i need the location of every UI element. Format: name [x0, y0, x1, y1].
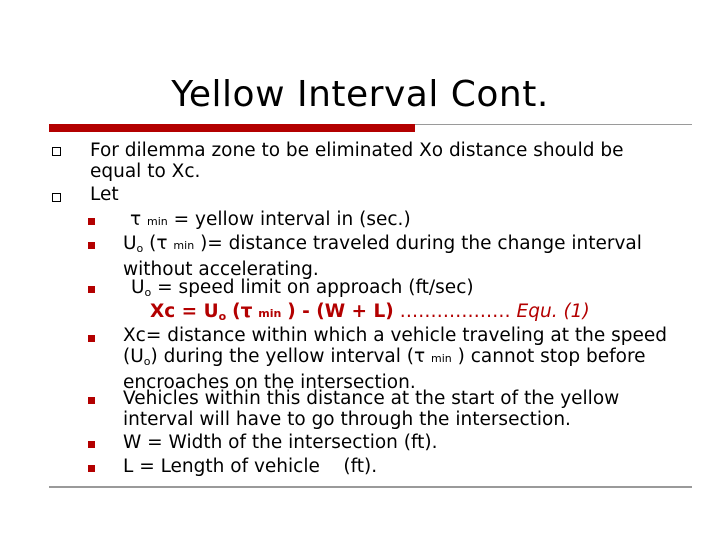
- u-symbol: U: [123, 233, 137, 254]
- equation-xc-rest: ) - (W + L): [287, 301, 394, 322]
- equation-label: Equ. (1): [516, 301, 590, 322]
- o-subscript: o: [143, 355, 151, 368]
- hollow-square-bullet-icon: [52, 147, 61, 156]
- tau-symbol: τ: [130, 209, 142, 230]
- u-symbol: U: [131, 277, 145, 298]
- sub-bullet-vehicles-within: Vehicles within this distance at the start of the yellow interval will have to go through the intersection.: [123, 388, 620, 430]
- min-subscript: min: [173, 239, 195, 252]
- footer-divider: [49, 486, 692, 488]
- tau-symbol: τ: [413, 346, 426, 367]
- xc-definition-part2: ) during the yellow interval (: [150, 346, 414, 367]
- min-subscript: min: [431, 352, 452, 365]
- tau-symbol: τ: [156, 233, 168, 254]
- min-subscript: min: [147, 215, 168, 228]
- open-paren: (: [149, 233, 157, 254]
- speed-limit-definition: = speed limit on approach (ft/sec): [157, 277, 474, 298]
- red-square-bullet-icon: [88, 397, 95, 404]
- tau-symbol: τ: [240, 301, 253, 322]
- min-subscript: min: [258, 307, 282, 320]
- red-square-bullet-icon: [88, 242, 95, 249]
- bullet-let: Let: [90, 184, 119, 205]
- hollow-square-bullet-icon: [52, 193, 61, 202]
- o-subscript: o: [136, 242, 144, 255]
- sub-bullet-tau-min: [130, 209, 690, 232]
- red-square-bullet-icon: [88, 335, 95, 342]
- slide-title: Yellow Interval Cont.: [171, 74, 549, 115]
- red-square-bullet-icon: [88, 286, 95, 293]
- sub-bullet-length: L = Length of vehicle (ft).: [123, 456, 378, 477]
- sub-bullet-distance-traveled: [123, 233, 683, 280]
- xc-definition-part1: Xc= distance within which a vehicle traveling at the speed (U: [123, 325, 668, 367]
- red-square-bullet-icon: [88, 218, 95, 225]
- sub-bullet-width: W = Width of the intersection (ft).: [123, 432, 438, 453]
- equation-xc: [150, 301, 690, 327]
- sub-bullet-speed-limit: [131, 277, 691, 303]
- open-paren: (: [232, 301, 241, 322]
- equation-xc-lhs: Xc = U: [150, 301, 219, 322]
- red-square-bullet-icon: [88, 465, 95, 472]
- equation-leader-dots: ………………: [399, 301, 511, 322]
- tau-min-definition: = yellow interval in (sec.): [173, 209, 411, 230]
- bullet-dilemma-zone: For dilemma zone to be eliminated Xo distance should be equal to Xc.: [90, 140, 624, 182]
- o-subscript: o: [218, 310, 227, 323]
- sub-bullet-xc-definition: [123, 325, 683, 393]
- red-square-bullet-icon: [88, 441, 95, 448]
- o-subscript: o: [144, 286, 152, 299]
- distance-traveled-definition: )= distance traveled during the change interval without accelerating.: [123, 233, 642, 280]
- xc-definition-part3: ) cannot stop before encroaches on the intersection.: [123, 346, 646, 393]
